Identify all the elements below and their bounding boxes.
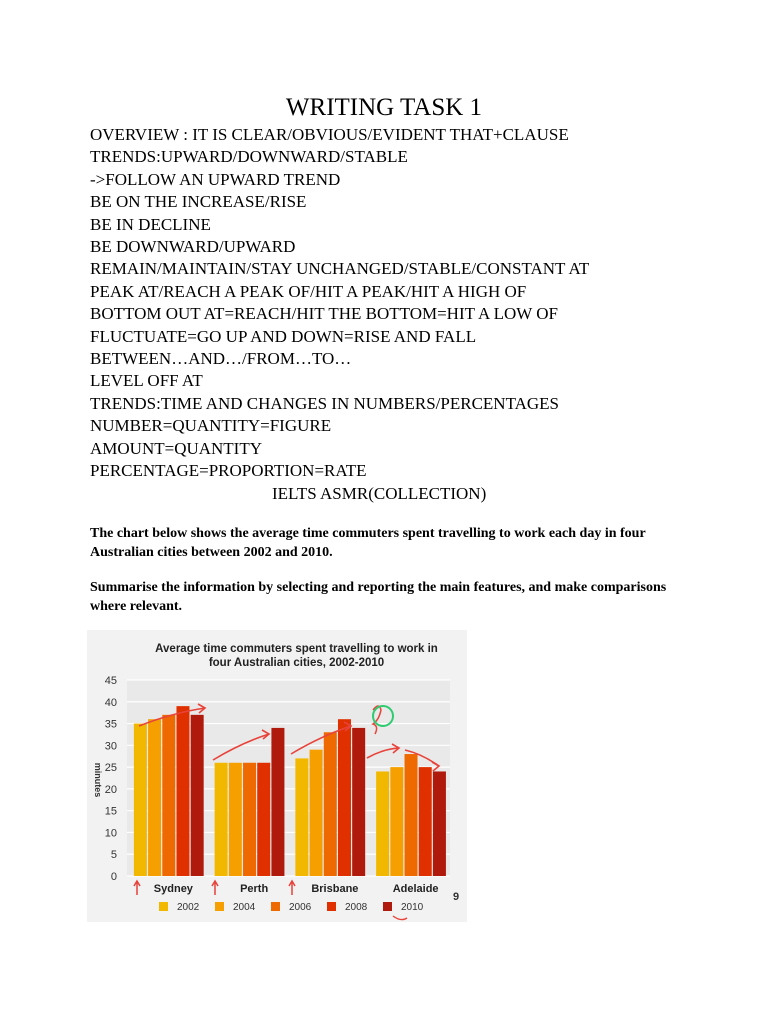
x-category-label: Perth [240, 883, 269, 895]
legend-swatch-2010 [383, 902, 392, 911]
bar-sydney-2004 [148, 719, 161, 876]
legend-label: 2006 [289, 902, 312, 913]
vocabulary-notes [90, 124, 730, 505]
credit-line: IELTS ASMR(COLLECTION) [272, 483, 487, 503]
bar-chart [87, 630, 467, 922]
note-line: OVERVIEW : IT IS CLEAR/OBVIOUS/EVIDENT THAT+CLAUSE [90, 125, 569, 144]
bar-perth-2010 [271, 728, 284, 876]
bar-brisbane-2004 [310, 750, 323, 876]
legend-label: 2008 [345, 902, 368, 913]
y-axis-label: minutes [93, 762, 103, 798]
page-number: 9 [453, 891, 460, 903]
bar-brisbane-2010 [352, 728, 365, 876]
y-tick-label: 25 [104, 762, 117, 775]
note-line: PERCENTAGE=PROPORTION=RATE [90, 461, 367, 481]
legend-label: 2002 [177, 902, 200, 913]
note-line: LEVEL OFF AT [90, 371, 203, 391]
bar-sydney-2006 [162, 715, 175, 876]
y-tick-label: 15 [104, 805, 117, 818]
note-line: PEAK AT/REACH A PEAK OF/HIT A PEAK/HIT A HIGH OF [90, 281, 527, 301]
bar-brisbane-2006 [324, 732, 337, 876]
x-category-label: Brisbane [311, 883, 359, 895]
note-line: TRENDS:UPWARD/DOWNWARD/STABLE [90, 147, 408, 167]
task-instruction: Summarise the information by selecting and reporting the main features, and make comparisons where relevant. [90, 580, 667, 614]
note-line: REMAIN/MAINTAIN/STAY UNCHANGED/STABLE/CONSTANT AT [90, 259, 590, 279]
bar-sydney-2008 [176, 706, 189, 876]
y-tick-label: 0 [110, 871, 117, 883]
note-line: BE IN DECLINE [90, 214, 211, 234]
note-line: AMOUNT=QUANTITY [90, 438, 263, 458]
legend-label: 2010 [401, 902, 424, 913]
bar-perth-2008 [257, 763, 270, 876]
bar-brisbane-2002 [295, 758, 308, 876]
note-line: TRENDS:TIME AND CHANGES IN NUMBERS/PERCENTAGES [90, 393, 560, 413]
bar-adelaide-2002 [376, 771, 389, 876]
legend-swatch-2006 [271, 902, 280, 911]
note-line: BOTTOM OUT AT=REACH/HIT THE BOTTOM=HIT A LOW OF [90, 304, 558, 324]
note-line: BETWEEN…AND…/FROM…TO… [90, 349, 352, 369]
chart-title: four Australian cities, 2002-2010 [208, 657, 385, 669]
bar-sydney-2010 [191, 715, 204, 876]
x-category-label: Adelaide [392, 883, 439, 895]
bar-sydney-2002 [134, 724, 147, 876]
legend-swatch-2004 [215, 902, 224, 911]
bar-brisbane-2008 [338, 719, 351, 876]
bar-adelaide-2008 [419, 767, 432, 876]
pen-mark [393, 916, 407, 920]
bar-perth-2002 [215, 763, 228, 876]
page-title: WRITING TASK 1 [285, 94, 483, 121]
bar-adelaide-2010 [433, 771, 446, 876]
y-tick-label: 10 [104, 827, 117, 840]
x-category-label: Sydney [153, 883, 193, 895]
y-tick-label: 45 [104, 675, 117, 687]
chart-title: Average time commuters spent travelling to work in [155, 643, 438, 655]
category-up-arrow [212, 881, 218, 895]
y-tick-label: 30 [104, 740, 117, 753]
legend-swatch-2008 [327, 902, 336, 911]
bar-adelaide-2006 [405, 754, 418, 876]
y-tick-label: 20 [104, 783, 117, 796]
legend-swatch-2002 [159, 902, 168, 911]
bar-adelaide-2004 [390, 767, 403, 876]
y-tick-label: 40 [104, 696, 117, 709]
bar-perth-2004 [229, 763, 242, 876]
category-up-arrow [289, 881, 295, 895]
note-line: BE DOWNWARD/UPWARD [90, 237, 296, 257]
note-line: BE ON THE INCREASE/RISE [90, 192, 307, 212]
bar-perth-2006 [243, 763, 256, 876]
category-up-arrow [134, 881, 140, 895]
chart-svg [87, 630, 467, 922]
note-line: ->FOLLOW AN UPWARD TREND [90, 169, 341, 189]
note-line: FLUCTUATE=GO UP AND DOWN=RISE AND FALL [90, 326, 477, 346]
y-tick-label: 5 [110, 849, 117, 862]
task-prompt: The chart below shows the average time commuters spent travelling to work each day in four Australian cities between 2002 and 2010. [90, 526, 646, 560]
y-tick-label: 35 [104, 718, 117, 731]
note-line: NUMBER=QUANTITY=FIGURE [90, 416, 332, 436]
legend-label: 2004 [233, 902, 256, 913]
